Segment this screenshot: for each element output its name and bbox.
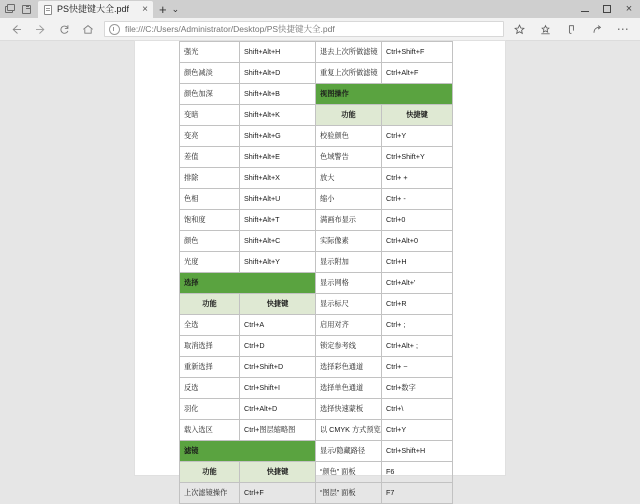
table-cell: 光度	[180, 252, 240, 273]
table-row	[180, 441, 453, 462]
table-cell: 锁定参考线	[316, 336, 382, 357]
table-cell: 选择单色通道	[316, 378, 382, 399]
table-column-header: 快捷键	[240, 462, 316, 483]
table-cell: Ctrl+A	[240, 315, 316, 336]
table-cell: 启用对齐	[316, 315, 382, 336]
table-row	[180, 210, 453, 231]
table-cell: Ctrl+D	[240, 336, 316, 357]
table-cell: Ctrl+Alt+ ;	[382, 336, 453, 357]
table-cell: 以 CMYK 方式预览	[316, 420, 382, 441]
table-cell: 显示附加	[316, 252, 382, 273]
tab-title: PS快捷键大全.pdf	[57, 4, 130, 14]
table-cell: Ctrl+Y	[382, 126, 453, 147]
table-row	[180, 357, 453, 378]
table-cell: 羽化	[180, 399, 240, 420]
settings-more-icon[interactable]: ⋯	[616, 22, 630, 36]
table-cell: “颜色” 面板	[316, 462, 382, 483]
table-cell: Ctrl+ ;	[382, 315, 453, 336]
table-row	[180, 483, 453, 504]
table-cell: Shift+Alt+X	[240, 168, 316, 189]
table-row	[180, 399, 453, 420]
table-cell: Ctrl+图层缩略图	[240, 420, 316, 441]
table-cell: 载入选区	[180, 420, 240, 441]
table-cell: F7	[382, 483, 453, 504]
table-cell: Ctrl+R	[382, 294, 453, 315]
table-row	[180, 378, 453, 399]
shortcut-table	[179, 41, 453, 504]
favorites-hub-icon[interactable]	[532, 18, 558, 40]
table-cell: 显示/隐藏路径	[316, 441, 382, 462]
table-section-header: 滤镜	[180, 441, 316, 462]
table-cell: 显示网格	[316, 273, 382, 294]
table-cell: Ctrl+Alt+D	[240, 399, 316, 420]
table-cell: Ctrl+H	[382, 252, 453, 273]
forward-button[interactable]	[28, 18, 52, 40]
minimize-button[interactable]	[574, 0, 596, 18]
table-section-header: 视图操作	[316, 84, 453, 105]
share-icon[interactable]	[584, 18, 610, 40]
table-cell: Ctrl+ ~	[382, 357, 453, 378]
table-cell: 选择快速蒙板	[316, 399, 382, 420]
table-cell: 色域警告	[316, 147, 382, 168]
table-row	[180, 126, 453, 147]
tab-bar	[0, 0, 640, 18]
table-cell: 显示标尺	[316, 294, 382, 315]
table-cell: Shift+Alt+D	[240, 63, 316, 84]
table-cell: 变亮	[180, 126, 240, 147]
table-cell: Shift+Alt+C	[240, 231, 316, 252]
navigation-bar	[0, 18, 640, 41]
table-cell: 实际像素	[316, 231, 382, 252]
table-row	[180, 63, 453, 84]
address-bar[interactable]	[104, 21, 504, 37]
table-row	[180, 189, 453, 210]
table-row	[180, 231, 453, 252]
table-row	[180, 84, 453, 105]
home-button[interactable]	[76, 18, 100, 40]
page-info-icon	[109, 24, 120, 35]
table-row	[180, 168, 453, 189]
table-cell: Ctrl+Alt+'	[382, 273, 453, 294]
refresh-button[interactable]	[52, 18, 76, 40]
table-cell: 饱和度	[180, 210, 240, 231]
address-bar-url: file:///C:/Users/Administrator/Desktop/PS快捷键大全.pdf	[125, 23, 335, 34]
table-cell: Ctrl+Shift+F	[382, 42, 453, 63]
table-cell: Ctrl+Shift+I	[240, 378, 316, 399]
table-cell: 选择彩色通道	[316, 357, 382, 378]
table-row	[180, 336, 453, 357]
table-cell: 颜色减淡	[180, 63, 240, 84]
set-tabs-aside-icon[interactable]	[22, 4, 33, 15]
table-column-header: 功能	[316, 105, 382, 126]
table-cell: 差值	[180, 147, 240, 168]
pdf-viewport[interactable]	[0, 41, 640, 497]
table-cell: 强光	[180, 42, 240, 63]
table-cell: 放大	[316, 168, 382, 189]
table-cell: Shift+Alt+U	[240, 189, 316, 210]
tab-pdf-document[interactable]	[38, 1, 153, 18]
back-button[interactable]	[4, 18, 28, 40]
table-cell: Ctrl+Shift+Y	[382, 147, 453, 168]
table-cell: 重新选择	[180, 357, 240, 378]
table-column-header: 快捷键	[382, 105, 453, 126]
table-cell: Ctrl+Y	[382, 420, 453, 441]
shortcut-table-body	[180, 42, 453, 504]
table-cell: Shift+Alt+G	[240, 126, 316, 147]
table-cell: 变暗	[180, 105, 240, 126]
table-cell: 排除	[180, 168, 240, 189]
table-row	[180, 252, 453, 273]
table-cell: Shift+Alt+K	[240, 105, 316, 126]
table-column-header: 功能	[180, 462, 240, 483]
table-cell: 满画布显示	[316, 210, 382, 231]
table-cell: Ctrl+F	[240, 483, 316, 504]
table-row	[180, 315, 453, 336]
table-row	[180, 273, 453, 294]
table-cell: 校验颜色	[316, 126, 382, 147]
chevron-down-icon[interactable]: ⌄	[171, 4, 180, 14]
table-row	[180, 294, 453, 315]
reading-list-icon[interactable]	[558, 18, 584, 40]
table-cell: Ctrl+Alt+0	[382, 231, 453, 252]
tab-close-icon[interactable]: ×	[142, 4, 148, 15]
maximize-button[interactable]	[596, 0, 618, 18]
table-cell: 全选	[180, 315, 240, 336]
favorite-star-icon[interactable]	[506, 18, 532, 40]
table-cell: 色相	[180, 189, 240, 210]
close-button[interactable]	[618, 0, 640, 18]
shortcut-table-wrapper	[179, 41, 452, 504]
table-cell: Ctrl+ -	[382, 189, 453, 210]
table-cell: Shift+Alt+Y	[240, 252, 316, 273]
table-cell: F6	[382, 462, 453, 483]
table-cell: Ctrl+Shift+H	[382, 441, 453, 462]
pdf-file-icon	[44, 5, 53, 15]
table-cell: Ctrl+Alt+F	[382, 63, 453, 84]
table-row	[180, 420, 453, 441]
table-cell: Shift+Alt+B	[240, 84, 316, 105]
table-cell: 上次滤镜操作	[180, 483, 240, 504]
table-row	[180, 462, 453, 483]
table-row	[180, 42, 453, 63]
table-cell: Ctrl+ +	[382, 168, 453, 189]
table-cell: 取消选择	[180, 336, 240, 357]
table-cell: Shift+Alt+T	[240, 210, 316, 231]
table-cell: Ctrl+0	[382, 210, 453, 231]
table-cell: Shift+Alt+E	[240, 147, 316, 168]
tabbar-left-icons	[0, 0, 36, 18]
pdf-page	[135, 41, 505, 497]
table-cell: 颜色加深	[180, 84, 240, 105]
table-column-header: 功能	[180, 294, 240, 315]
table-cell: 缩小	[316, 189, 382, 210]
table-cell: 退去上次所做滤镜	[316, 42, 382, 63]
table-column-header: 快捷键	[240, 294, 316, 315]
table-section-header: 选择	[180, 273, 316, 294]
window-stack-icon[interactable]	[4, 4, 15, 15]
close-icon: ×	[625, 3, 633, 15]
table-cell: 颜色	[180, 231, 240, 252]
window-controls	[574, 0, 640, 18]
table-cell: Ctrl+\	[382, 399, 453, 420]
table-row	[180, 147, 453, 168]
new-tab-button[interactable]: +	[159, 2, 167, 17]
table-cell: “图层” 面板	[316, 483, 382, 504]
table-cell: 反选	[180, 378, 240, 399]
table-cell: Shift+Alt+H	[240, 42, 316, 63]
table-cell: Ctrl+Shift+D	[240, 357, 316, 378]
table-cell: Ctrl+数字	[382, 378, 453, 399]
table-cell: 重复上次所做滤镜	[316, 63, 382, 84]
table-row	[180, 105, 453, 126]
